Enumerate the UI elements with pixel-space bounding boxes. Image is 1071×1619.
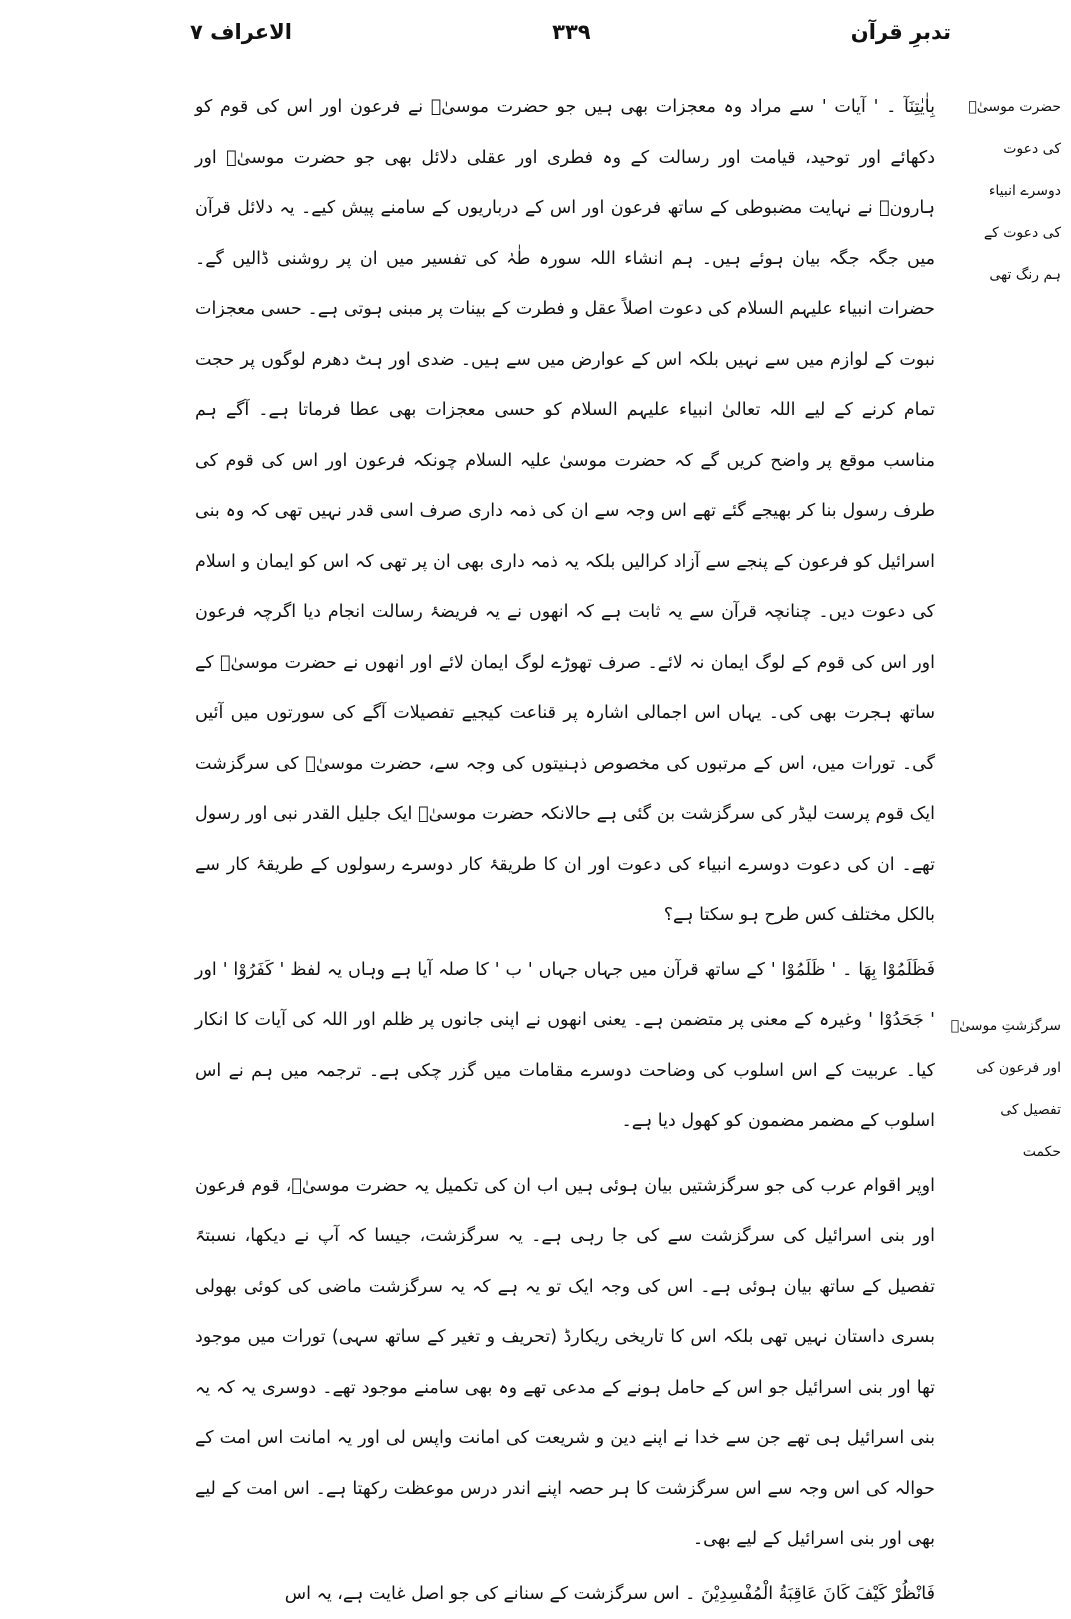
margin-note-sarguzasht-hikmat [949,1005,1061,1173]
margin-note-line: کی دعوت کے [949,212,1061,254]
margin-note-line: سرگزشتِ موسیٰؑ [949,1005,1061,1047]
margin-note-line: ہم رنگ تھی [949,254,1061,296]
margin-note-line: حکمت [949,1131,1061,1173]
margin-note-musa-dawat [949,86,1061,296]
margin-note-line: کی دعوت [949,128,1061,170]
book-title: تدبرِ قرآن [851,20,951,44]
surah-name: الاعراف ۷ [190,20,292,44]
page-number: ۳۳۹ [552,20,590,44]
paragraph-fanzur: فَانْظُرْ كَيْفَ كَانَ عَاقِبَةُ الْمُفْسِدِيْنَ ۔ اس سرگزشت کے سنانے کی جو اصل غایت ہے، یہ اس [195,1569,935,1619]
body-text [195,82,935,1619]
paragraph-ayat: بِاٰیٰتِنَآ ۔ ' آیات ' سے مراد وہ معجزات بھی ہیں جو حضرت موسیٰؑ نے فرعون اور اس کی قوم کو دکھائے اور توحید، قیامت اور رسالت کے وہ فطری اور عقلی دلائل بھی جو حضرت موسیٰؑ اور ہارونؑ نے نہایت مضبوطی کے ساتھ فرعون اور اس کے درباریوں کے سامنے پیش کیے۔ یہ دلائل قرآن میں جگہ جگہ بیان ہوئے ہیں۔ ہم انشاء اللہ سورہ طٰہٰ کی تفسیر میں ان پر روشنی ڈالیں گے۔ حضرات انبیاء علیہم السلام کی دعوت اصلاً عقل و فطرت کے بینات پر مبنی ہوتی ہے۔ حسی معجزات نبوت کے لوازم میں سے نہیں بلکہ اس کے عوارض میں سے ہیں۔ ضدی اور ہٹ دھرم لوگوں پر حجت تمام کرنے کے لیے اللہ تعالیٰ انبیاء علیہم السلام کو حسی معجزات بھی عطا فرماتا ہے۔ آگے ہم مناسب موقع پر واضح کریں گے کہ حضرت موسیٰ علیہ السلام چونکہ فرعون اور اس کی قوم کی طرف رسول بنا کر بھیجے گئے تھے اس وجہ سے ان کی ذمہ داری صرف اسی قدر نہیں تھی کہ وہ بنی اسرائیل کو فرعون کے پنجے سے آزاد کرالیں بلکہ یہ ذمہ داری بھی ان پر تھی کہ اس کو ایمان و اسلام کی دعوت دیں۔ چنانچہ قرآن سے یہ ثابت ہے کہ انھوں نے یہ فریضۂ رسالت انجام دیا اگرچہ فرعون اور اس کی قوم کے لوگ ایمان نہ لائے۔ صرف تھوڑے لوگ ایمان لائے اور انھوں نے حضرت موسیٰؑ کے ساتھ ہجرت بھی کی۔ یہاں اس اجمالی اشارہ پر قناعت کیجیے تفصیلات آگے کی سورتوں میں آئیں گی۔ تورات میں، اس کے مرتبوں کی مخصوص ذہنیتوں کی وجہ سے، حضرت موسیٰؑ کی سرگزشت ایک قوم پرست لیڈر کی سرگزشت بن گئی ہے حالانکہ حضرت موسیٰؑ ایک جلیل القدر نبی اور رسول تھے۔ ان کی دعوت دوسرے انبیاء کی دعوت اور ان کا طریقۂ کار دوسرے رسولوں کے طریقۂ کار سے بالکل مختلف کس طرح ہو سکتا ہے؟ [195,82,935,941]
margin-note-line: اور فرعون کی [949,1047,1061,1089]
paragraph-sarguzasht: اوپر اقوام عرب کی جو سرگزشتیں بیان ہوئی ہیں اب ان کی تکمیل یہ حضرت موسیٰؑ، قوم فرعون اور بنی اسرائیل کی سرگزشت سے کی جا رہی ہے۔ یہ سرگزشت، جیسا کہ آپ نے دیکھا، نسبتہً تفصیل کے ساتھ بیان ہوئی ہے۔ اس کی وجہ ایک تو یہ ہے کہ یہ سرگزشت ماضی کی کوئی بھولی بسری داستان نہیں تھی بلکہ اس کا تاریخی ریکارڈ (تحریف و تغیر کے ساتھ سہی) تورات میں موجود تھا اور بنی اسرائیل جو اس کے حامل ہونے کے مدعی تھے وہ بھی سامنے موجود تھے۔ دوسری یہ کہ یہ بنی اسرائیل ہی تھے جن سے خدا نے اپنے دین و شریعت کی امانت واپس لی اور یہ امانت اس امت کے حوالہ کی اس وجہ سے اس سرگزشت کا ہر حصہ اپنے اندر درس موعظت رکھتا ہے۔ اس امت کے لیے بھی اور بنی اسرائیل کے لیے بھی۔ [195,1161,935,1565]
margin-note-line: تفصیل کی [949,1089,1061,1131]
paragraph-zalamu: فَظَلَمُوْا بِهَا ۔ ' ظَلَمُوْا ' کے ساتھ قرآن میں جہاں جہاں ' ب ' کا صلہ آیا ہے وہاں یہ لفظ ' کَفَرُوْا ' اور ' جَحَدُوْا ' وغیرہ کے معنی پر متضمن ہے۔ یعنی انھوں نے اپنی جانوں پر ظلم اور اللہ کی آیات کا انکار کیا۔ عربیت کے اس اسلوب کی وضاحت دوسرے مقامات میں گزر چکی ہے۔ ترجمہ میں ہم نے اس اسلوب کے مضمر مضمون کو کھول دیا ہے۔ [195,945,935,1147]
margin-note-line: حضرت موسیٰؑ [949,86,1061,128]
margin-note-line: دوسرے انبیاء [949,170,1061,212]
page-header [190,12,951,52]
